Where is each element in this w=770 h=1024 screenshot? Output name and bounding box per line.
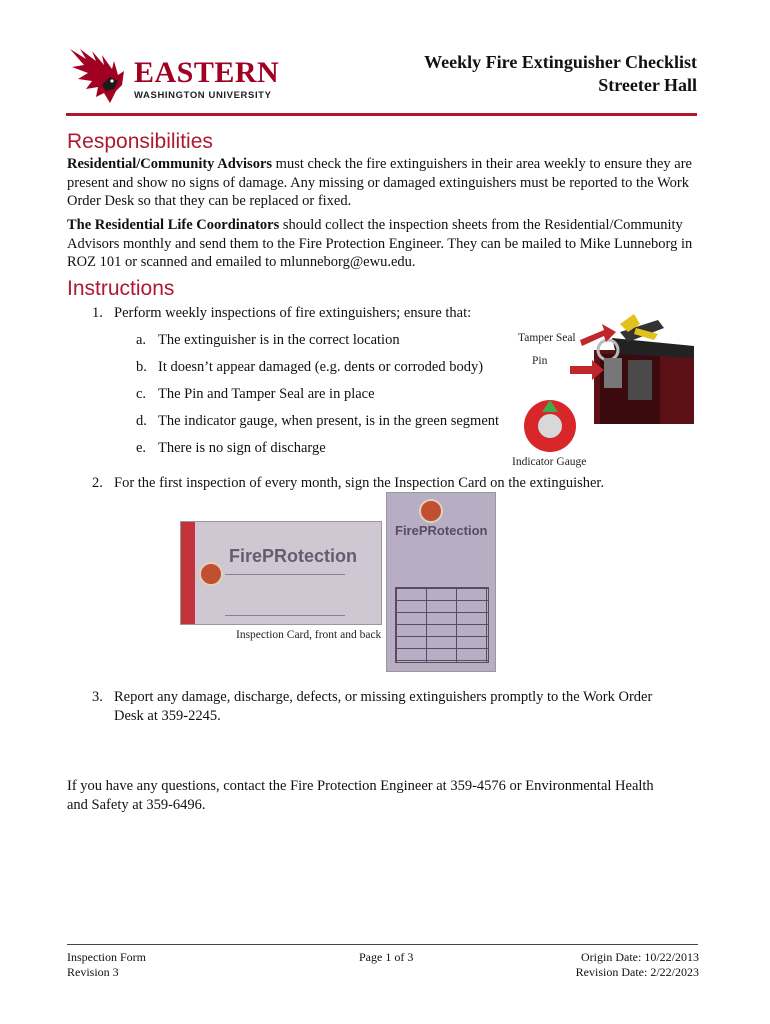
check-item xyxy=(136,358,483,377)
coordinators-text: should collect the inspection sheets from the Residential/Community Advisors monthly and send them to the Fire Protection Engineer. They can be mailed to Mike Lunneborg in ROZ 101 or scanned and emailed to mlunneborg@ewu.edu. xyxy=(67,217,693,270)
responsibilities-heading: Responsibilities xyxy=(67,130,213,153)
inspection-card-back xyxy=(386,492,496,672)
advisors-label: Residential/Community Advisors xyxy=(67,156,273,172)
step-3-line-2: Desk at 359-2245. xyxy=(114,708,221,724)
inspection-card-front xyxy=(180,521,382,625)
check-item xyxy=(136,412,499,431)
origin-date: Origin Date: 10/22/2013 xyxy=(581,950,699,964)
tamper-seal-label: Tamper Seal xyxy=(518,332,576,344)
revision-date: Revision Date: 2/22/2023 xyxy=(575,965,699,979)
card-text-lines xyxy=(225,574,345,616)
revision: Revision 3 xyxy=(67,965,119,979)
step-3-number: 3. xyxy=(92,689,103,705)
header-divider xyxy=(66,113,697,116)
check-letter: b. xyxy=(136,359,147,375)
contact-line-1: If you have any questions, contact the Fire Protection Engineer at 359-4576 or Environmental Health xyxy=(67,778,654,794)
check-text: The extinguisher is in the correct location xyxy=(158,332,400,348)
contact-paragraph xyxy=(67,777,707,814)
inspection-card-caption: Inspection Card, front and back xyxy=(236,629,382,641)
coordinators-label: The Residential Life Coordinators xyxy=(67,217,280,233)
extinguisher-illustration xyxy=(508,310,700,472)
pin-label: Pin xyxy=(532,355,548,367)
check-text: There is no sign of discharge xyxy=(158,440,326,456)
check-letter: d. xyxy=(136,413,147,429)
check-letter: c. xyxy=(136,386,147,402)
logo-subtitle: WASHINGTON UNIVERSITY xyxy=(134,90,272,101)
advisors-text: must check the fire extinguishers in their area weekly to ensure they are present and show no signs of damage. Any missing or damaged extinguishers must be reported to the Work Order Desk so that they can be replaced or fixed. xyxy=(67,156,692,209)
step-1-text: Perform weekly inspections of fire extinguishers; ensure that: xyxy=(114,305,472,321)
step-1-number: 1. xyxy=(92,305,103,321)
check-text: The Pin and Tamper Seal are in place xyxy=(158,386,375,402)
footer-right xyxy=(576,950,699,980)
step-3 xyxy=(92,688,652,707)
check-item xyxy=(136,439,326,458)
instructions-heading: Instructions xyxy=(67,277,175,300)
check-text: The indicator gauge, when present, is in the green segment xyxy=(158,413,500,429)
step-2 xyxy=(92,474,604,493)
contact-line-2: and Safety at 359-6496. xyxy=(67,796,206,813)
check-letter: e. xyxy=(136,440,147,456)
footer-rule xyxy=(67,944,698,945)
eagle-icon xyxy=(66,45,132,107)
card-brand: FirePRotection xyxy=(395,523,488,538)
indicator-gauge-label: Indicator Gauge xyxy=(512,456,587,468)
responsibilities-paragraph-2 xyxy=(67,216,707,272)
page-number: Page 1 of 3 xyxy=(359,950,414,964)
responsibilities-paragraph-1 xyxy=(67,155,707,211)
card-hole-icon xyxy=(199,562,223,586)
card-brand: FirePRotection xyxy=(229,546,358,566)
card-edge xyxy=(181,522,195,624)
card-hole-icon xyxy=(419,499,443,523)
step-3-text-line-1: Report any damage, discharge, defects, or missing extinguishers promptly to the Work Order xyxy=(114,689,653,705)
step-2-text: For the first inspection of every month, sign the Inspection Card on the extinguisher. xyxy=(114,475,605,491)
form-name: Inspection Form xyxy=(67,950,146,964)
step-2-number: 2. xyxy=(92,475,103,491)
title-line-2: Streeter Hall xyxy=(598,75,697,95)
check-item xyxy=(136,331,400,350)
footer-left xyxy=(67,950,146,980)
card-signature-grid xyxy=(395,587,489,663)
check-letter: a. xyxy=(136,332,147,348)
step-1 xyxy=(92,304,471,323)
logo-wordmark: EASTERN xyxy=(134,56,280,89)
document-title xyxy=(424,51,697,97)
title-line-1: Weekly Fire Extinguisher Checklist xyxy=(424,52,697,72)
check-text: It doesn’t appear damaged (e.g. dents or corroded body) xyxy=(158,359,484,375)
check-item xyxy=(136,385,375,404)
